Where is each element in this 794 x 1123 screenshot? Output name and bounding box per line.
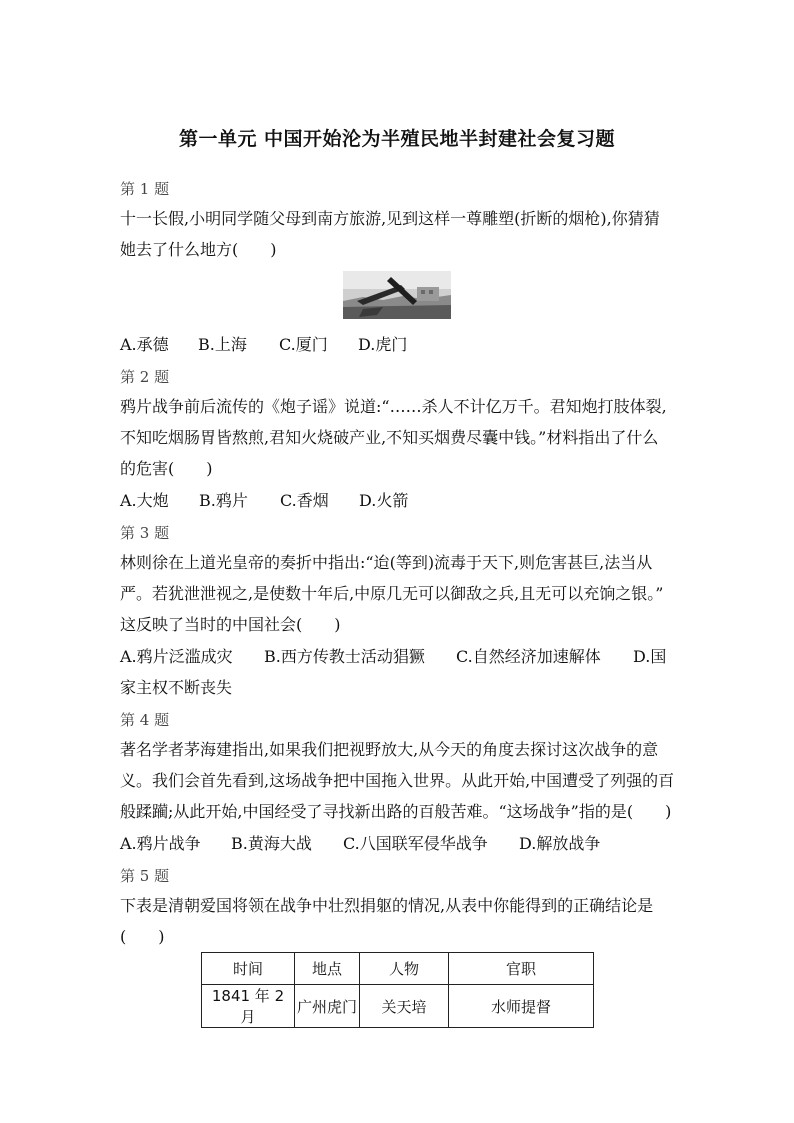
question-3-text: [120, 547, 680, 640]
question-5-line-1: 下表是清朝爱国将领在战争中壮烈捐躯的情况,从表中你能得到的正确结论是: [120, 896, 654, 915]
question-4-option-c[interactable]: C.八国联军侵华战争: [343, 834, 488, 853]
question-2-options: [120, 485, 680, 516]
question-4-options: [120, 828, 680, 859]
question-5-text: [120, 890, 680, 952]
question-1-line-1: 十一长假,小明同学随父母到南方旅游,见到这样一尊雕塑(折断的烟枪),你猜猜: [120, 209, 660, 228]
question-3-option-a[interactable]: A.鸦片泛滥成灾: [120, 647, 233, 666]
table-cell: 关天培: [360, 985, 449, 1028]
question-2-line-3: 的危害( ): [120, 459, 213, 478]
question-1-option-d[interactable]: D.虎门: [358, 335, 408, 354]
question-1-option-c[interactable]: C.厦门: [279, 335, 328, 354]
question-3-label: 第 3 题: [120, 524, 170, 542]
question-2-label: 第 2 题: [120, 368, 170, 386]
question-4-label: 第 4 题: [120, 711, 170, 729]
question-4-line-1: 著名学者茅海建指出,如果我们把视野放大,从今天的角度去探讨这次战争的意: [120, 740, 659, 759]
question-2-text: [120, 391, 680, 484]
question-2-option-b[interactable]: B.鸦片: [199, 491, 248, 510]
question-2-option-d[interactable]: D.火箭: [359, 491, 409, 510]
table-cell: 1841 年 2 月: [202, 985, 295, 1028]
question-3-line-1: 林则徐在上道光皇帝的奏折中指出:“迨(等到)流毒于天下,则危害甚巨,法当从: [120, 553, 653, 572]
question-5-line-2: ( ): [120, 927, 165, 946]
question-3-line-2: 严。若犹泄泄视之,是使数十年后,中原几无可以御敌之兵,且无可以充饷之银。”: [120, 584, 664, 603]
question-3-option-b[interactable]: B.西方传教士活动猖獗: [264, 647, 425, 666]
question-4-text: [120, 734, 680, 827]
page-title: 第一单元 中国开始沦为半殖民地半封建社会复习题: [178, 128, 616, 150]
table-cell: 水师提督: [449, 985, 594, 1028]
table-row: [202, 985, 594, 1028]
table-cell: 广州虎门: [295, 985, 360, 1028]
table-header-cell: 人物: [360, 953, 449, 985]
question-4-line-2: 义。我们会首先看到,这场战争把中国拖入世界。从此开始,中国遭受了列强的百: [120, 771, 675, 790]
question-1-option-a[interactable]: A.承德: [120, 335, 169, 354]
question-3-line-3: 这反映了当时的中国社会( ): [120, 615, 341, 634]
question-1-label: 第 1 题: [120, 180, 170, 198]
question-3-option-d-continued: 家主权不断丧失: [120, 678, 233, 697]
table-header-cell: 时间: [202, 953, 295, 985]
table-header-cell: 地点: [295, 953, 360, 985]
question-4-option-d[interactable]: D.解放战争: [519, 834, 601, 853]
question-1-option-b[interactable]: B.上海: [198, 335, 247, 354]
broken-opium-pipe-sculpture-photo: [343, 271, 451, 319]
question-5-label: 第 5 题: [120, 867, 170, 885]
generals-table: [201, 952, 594, 1028]
question-2-option-c[interactable]: C.香烟: [280, 491, 329, 510]
question-2-option-a[interactable]: A.大炮: [120, 491, 169, 510]
question-1-text: [120, 203, 680, 265]
question-3-option-d[interactable]: D.国: [633, 647, 667, 666]
question-3-option-c[interactable]: C.自然经济加速解体: [456, 647, 601, 666]
question-4-option-b[interactable]: B.黄海大战: [231, 834, 312, 853]
question-3-options: [120, 641, 680, 672]
question-1-line-2: 她去了什么地方( ): [120, 240, 277, 259]
question-2-line-2: 不知吃烟肠胃皆熬煎,君知火烧破产业,不知买烟费尽囊中钱。”材料指出了什么: [120, 428, 659, 447]
question-2-line-1: 鸦片战争前后流传的《炮子谣》说道:“……杀人不计亿万千。君知炮打肢体裂,: [120, 397, 667, 416]
question-4-option-a[interactable]: A.鸦片战争: [120, 834, 201, 853]
question-4-line-3: 般蹂躏;从此开始,中国经受了寻找新出路的百般苦难。“这场战争”指的是( ): [120, 802, 672, 821]
question-1-options: [120, 329, 680, 360]
table-header-row: [202, 953, 594, 985]
table-header-cell: 官职: [449, 953, 594, 985]
